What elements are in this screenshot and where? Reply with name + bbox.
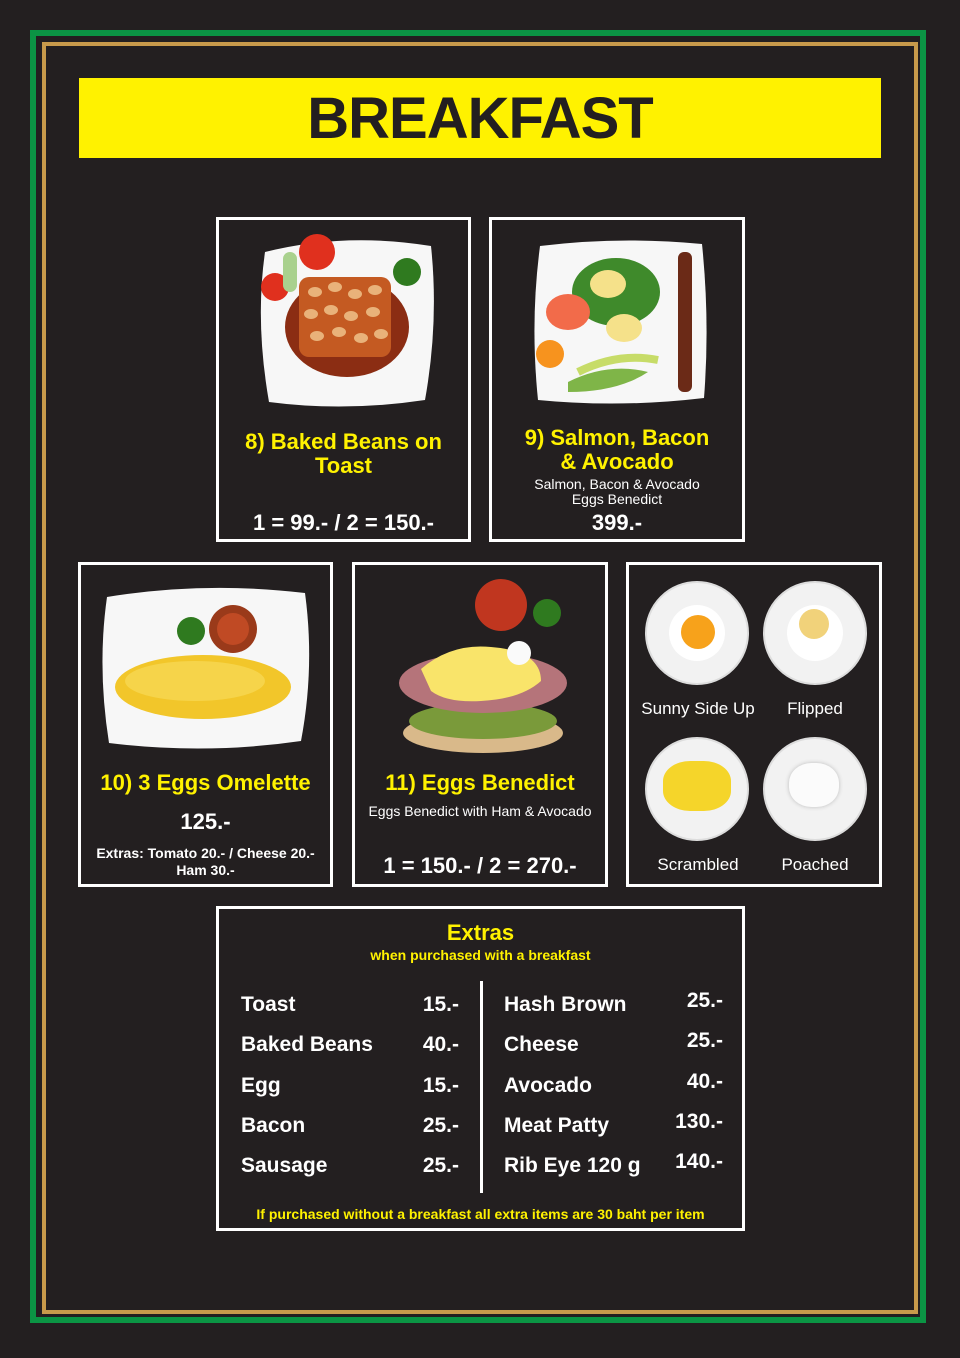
extra-item-price: 130.- <box>675 1110 723 1133</box>
scrambled-egg-photo <box>645 737 749 841</box>
omelette-photo <box>95 577 317 757</box>
item-price: 1 = 99.- / 2 = 150.- <box>252 510 434 535</box>
menu-item-eggs-benedict[interactable] <box>352 562 608 887</box>
item-desc-line1: Salmon, Bacon & Avocado <box>534 476 700 492</box>
extra-item-name: Cheese <box>504 1033 579 1056</box>
extra-item-name: Toast <box>241 993 296 1016</box>
item-price: 399.- <box>591 510 643 535</box>
extras-card <box>216 906 745 1231</box>
extra-item-price: 140.- <box>675 1150 723 1173</box>
extra-item-price: 25.- <box>686 1029 723 1052</box>
salmon-bacon-avocado-photo <box>528 232 712 412</box>
extra-item-name: Rib Eye 120 g <box>504 1154 641 1177</box>
extra-item-name: Avocado <box>504 1074 592 1097</box>
flipped-egg-photo <box>763 581 867 685</box>
page-title: BREAKFAST <box>307 85 653 151</box>
egg-style-label: Sunny Side Up <box>641 699 755 718</box>
item-title-line2: & Avocado <box>560 449 674 474</box>
sunny-side-up-photo <box>645 581 749 685</box>
egg-styles-card <box>626 562 882 887</box>
item-price: 125.- <box>180 809 231 834</box>
menu-item-omelette[interactable] <box>78 562 333 887</box>
egg-style-label: Scrambled <box>657 855 739 874</box>
eggs-benedict-photo <box>391 573 575 757</box>
extras-note: If purchased without a breakfast all extra items are 30 baht per item <box>256 1206 705 1222</box>
item-desc-line2: Eggs Benedict <box>571 491 663 507</box>
extra-item-price: 15.- <box>422 1074 459 1097</box>
extra-item-price: 15.- <box>422 993 459 1016</box>
item-desc: Eggs Benedict with Ham & Avocado <box>368 803 592 819</box>
extra-item-name: Baked Beans <box>241 1033 373 1056</box>
item-title: 8) Baked Beans on Toast <box>245 429 442 478</box>
item-extras-line2: Ham 30.- <box>176 862 235 878</box>
extra-item-name: Bacon <box>241 1114 306 1137</box>
extra-item-price: 25.- <box>422 1154 459 1177</box>
item-title-line1: 9) Salmon, Bacon <box>524 425 710 450</box>
egg-style-label: Poached <box>781 855 849 874</box>
item-extras-line1: Extras: Tomato 20.- / Cheese 20.- <box>96 845 315 861</box>
title-banner <box>79 78 881 158</box>
extra-item-name: Egg <box>241 1074 281 1097</box>
extra-item-name: Meat Patty <box>504 1114 610 1137</box>
extra-item-price: 25.- <box>422 1114 459 1137</box>
extras-title: Extras <box>446 920 515 945</box>
item-price: 1 = 150.- / 2 = 270.- <box>383 853 577 878</box>
item-title: 11) Eggs Benedict <box>385 770 575 795</box>
extra-item-name: Sausage <box>241 1154 328 1177</box>
extra-item-price: 25.- <box>686 989 723 1012</box>
extras-subtitle: when purchased with a breakfast <box>370 947 591 963</box>
extras-divider <box>480 981 483 1193</box>
menu-item-baked-beans[interactable] <box>216 217 471 542</box>
extra-item-price: 40.- <box>422 1033 459 1056</box>
extra-item-price: 40.- <box>686 1070 723 1093</box>
extra-item-name: Hash Brown <box>504 993 627 1016</box>
item-title: 10) 3 Eggs Omelette <box>100 770 311 795</box>
poached-egg-photo <box>763 737 867 841</box>
baked-beans-photo <box>255 232 439 412</box>
menu-item-salmon-bacon-avocado[interactable] <box>489 217 745 542</box>
egg-style-label: Flipped <box>787 699 843 718</box>
